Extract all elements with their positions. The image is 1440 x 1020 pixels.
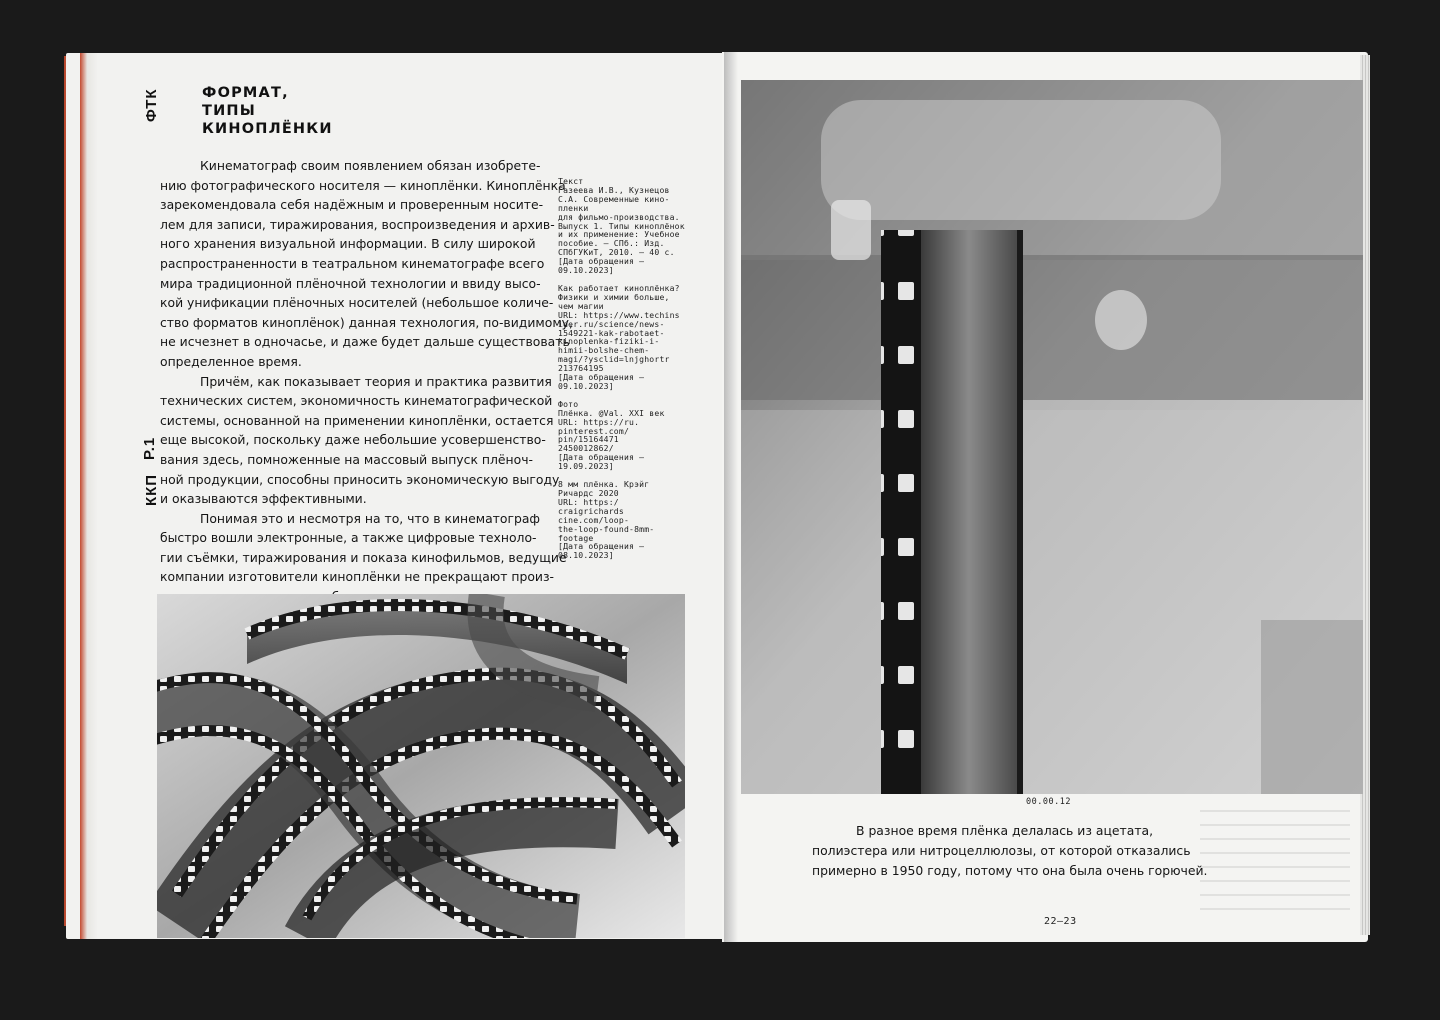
reference-line: Физики и химии больше, xyxy=(558,291,670,302)
body-line: гии съёмки, тиражирования и показа кинофильмов, ведущие xyxy=(160,549,567,565)
body-line: определенное время. xyxy=(160,353,302,369)
reference-line: 213764195 xyxy=(558,363,604,374)
photo-caption xyxy=(812,821,1208,881)
reference-line: для фильмо-производства. xyxy=(558,211,680,222)
reference-line: Ричардс 2020 xyxy=(558,488,619,498)
reference-line: 09.10.2023] xyxy=(558,265,614,276)
reference-line: СПбГУКиТ, 2010. – 40 с. xyxy=(558,247,675,258)
body-line: мира традиционной плёночной технологии и ввиду высо- xyxy=(160,275,541,291)
photo-code: 00.00.12 xyxy=(1026,797,1071,807)
reference-line: [Дата обращения – xyxy=(558,372,645,383)
page-numbers: 22–23 xyxy=(1044,916,1077,927)
reference-line: kinoplenka-fiziki-i- xyxy=(558,336,660,347)
reference-line: himii-bolshe-chem- xyxy=(558,345,650,356)
reference-line: ider.ru/science/news- xyxy=(558,318,665,329)
reference-line: pinterest.com/ xyxy=(558,425,630,436)
reference-line: craigrichards xyxy=(558,505,624,516)
body-line: вания здесь, помноженные на массовый выпуск плёноч- xyxy=(160,451,533,467)
reference-line: 8 мм плёнка. Крэйг xyxy=(558,479,650,490)
reference-line: URL: https://www.techins xyxy=(558,309,680,320)
body-line: зарекомендовала себя надёжным и проверенным носите- xyxy=(160,197,544,213)
body-line: Причём, как показывает теория и практика развития xyxy=(200,373,552,389)
reference-line: С.А. Современные кино- xyxy=(558,193,670,204)
reference-line: 19.09.2023] xyxy=(558,461,614,472)
side-label-bottom: ККП xyxy=(143,473,160,506)
reference-line: 08.10.2023] xyxy=(558,550,614,561)
side-label-middle: Р.1 xyxy=(141,436,158,460)
body-line: нию фотографического носителя — киноплёнки. Киноплёнка xyxy=(160,177,566,193)
reference-line: [Дата обращения – xyxy=(558,256,645,267)
body-line: компании изготовители киноплёнки не прекращают произ- xyxy=(160,569,555,585)
page-title xyxy=(202,84,333,138)
body-line: системы, основанной на применении киноплёнки, остается xyxy=(160,412,554,428)
reference-line: URL: https://ru. xyxy=(558,416,640,427)
references-column xyxy=(558,177,708,560)
reference-line: Текст xyxy=(558,176,584,186)
reference-line: пособие. – СПб.: Изд. xyxy=(558,238,665,249)
body-line: распространенности в театральном кинематографе всего xyxy=(160,255,545,271)
reference-line: Плёнка. @Val. XXI век xyxy=(558,407,665,418)
reference-gap xyxy=(558,391,708,400)
body-line: лем для записи, тиражирования, воспроизведения и архив- xyxy=(160,216,555,232)
body-line: Понимая это и несмотря на то, что в кинематограф xyxy=(200,510,541,526)
reference-line: magi/?ysclid=lnjghortr xyxy=(558,354,670,365)
reference-line: 1549221-kak-rabotaet- xyxy=(558,327,665,338)
caption-line: В разное время плёнка делалась из ацетата, xyxy=(856,823,1154,838)
film-strip-photo xyxy=(157,594,685,938)
projector-photo xyxy=(741,80,1363,794)
reference-line: и их применение: Учебное xyxy=(558,229,680,240)
film-strip-illustration xyxy=(157,594,685,938)
body-line: не исчезнет в одночасье, и даже будет дальше существовать xyxy=(160,334,570,350)
reference-line: 09.10.2023] xyxy=(558,380,614,391)
body-line: ного хранения визуальной информации. В силу широкой xyxy=(160,236,536,252)
caption-line: полиэстера или нитроцеллюлозы, от которой отказались xyxy=(812,843,1191,858)
reference-line: Выпуск 1. Типы киноплёнок xyxy=(558,220,685,231)
body-line: технических систем, экономичность кинематографической xyxy=(160,393,553,409)
reference-line: Газеева И.В., Кузнецов xyxy=(558,184,670,195)
reference-line: Фото xyxy=(558,398,579,409)
side-label-top: ФТК xyxy=(143,88,160,122)
show-through-text xyxy=(1200,810,1350,910)
body-line: кой унификации плёночных носителей (небольшое количе- xyxy=(160,295,554,311)
reference-line: URL: https:/ xyxy=(558,496,619,507)
left-page-inner-edge xyxy=(80,53,98,939)
title-line: ТИПЫ xyxy=(202,103,256,119)
body-line: и оказываются эффективными. xyxy=(160,491,367,507)
reference-line: footage xyxy=(558,532,594,543)
reference-line: the-loop-found-8mm- xyxy=(558,523,655,534)
body-line: ство форматов киноплёнок) данная технология, по-видимому, xyxy=(160,314,573,330)
reference-line: cine.com/loop- xyxy=(558,514,630,525)
body-line: ной продукции, способны приносить экономическую выгоду xyxy=(160,471,560,487)
page-gutter xyxy=(724,52,738,942)
reference-line: 2450012862/ xyxy=(558,443,614,454)
caption-line: примерно в 1950 году, потому что она была очень горючей. xyxy=(812,863,1208,878)
reference-line: [Дата обращения – xyxy=(558,541,645,552)
body-line: еще высокой, поскольку даже небольшие усовершенство- xyxy=(160,432,546,448)
reference-line: [Дата обращения – xyxy=(558,452,645,463)
body-line: быстро вошли электронные, а также цифровые техноло- xyxy=(160,530,537,546)
reference-line: pin/15164471 xyxy=(558,434,619,445)
projector-illustration xyxy=(741,80,1363,794)
reference-line: чем магии xyxy=(558,300,604,311)
title-line: КИНОПЛЁНКИ xyxy=(202,121,333,137)
body-line: Кинематограф своим появлением обязан изобрете- xyxy=(200,158,541,173)
title-line: ФОРМАТ, xyxy=(202,85,289,101)
reference-line: пленки xyxy=(558,202,589,213)
reference-line: Как работает киноплёнка? xyxy=(558,282,680,293)
